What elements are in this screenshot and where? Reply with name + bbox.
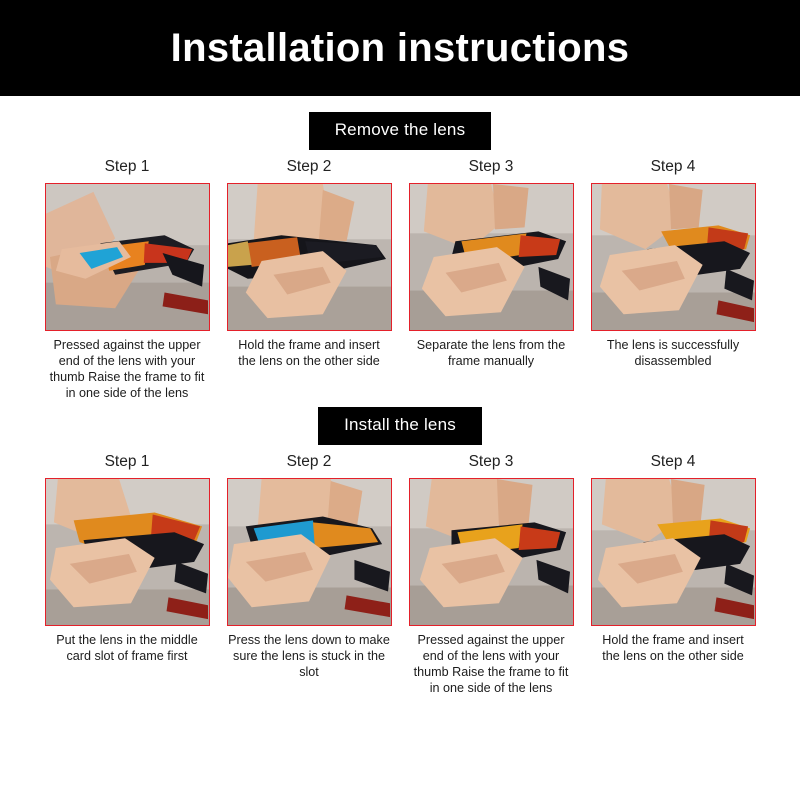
section-remove-label: Remove the lens	[309, 112, 492, 150]
section-remove-label-row	[0, 112, 800, 150]
remove-step-1-photo	[45, 183, 210, 331]
section-install-label-row	[0, 407, 800, 445]
install-step-1-photo	[45, 478, 210, 626]
remove-step-4-photo	[591, 183, 756, 331]
install-step-2-caption: Press the lens down to make sure the lens is stuck in the slot	[228, 632, 390, 680]
install-step-4	[587, 453, 759, 696]
section-remove-steps	[0, 158, 800, 401]
remove-step-1-caption: Pressed against the upper end of the lens with your thumb Raise the frame to fit in one side of the lens	[49, 337, 205, 401]
install-step-1-title: Step 1	[104, 452, 150, 470]
install-step-4-title: Step 4	[650, 452, 696, 470]
remove-step-4-title: Step 4	[650, 157, 696, 175]
remove-step-4	[587, 158, 759, 401]
header-spacer	[0, 96, 800, 112]
remove-step-1-title: Step 1	[104, 157, 150, 175]
page-header	[0, 0, 800, 96]
remove-step-2-illustration	[228, 184, 391, 330]
remove-step-2-photo	[227, 183, 392, 331]
install-step-2	[223, 453, 395, 696]
install-step-3-illustration	[410, 479, 573, 625]
remove-step-2-caption: Hold the frame and insert the lens on the other side	[238, 337, 380, 368]
install-step-1-caption: Put the lens in the middle card slot of frame first	[56, 632, 198, 663]
install-step-4-illustration	[592, 479, 755, 625]
remove-step-1	[41, 158, 213, 401]
remove-step-1-illustration	[46, 184, 209, 330]
section-install-label: Install the lens	[318, 407, 482, 445]
install-step-4-caption: Hold the frame and insert the lens on the other side	[602, 632, 744, 663]
install-step-2-illustration	[228, 479, 391, 625]
install-step-4-photo	[591, 478, 756, 626]
remove-step-3	[405, 158, 577, 401]
remove-step-3-photo	[409, 183, 574, 331]
remove-step-2-title: Step 2	[286, 157, 332, 175]
install-step-2-photo	[227, 478, 392, 626]
install-step-1	[41, 453, 213, 696]
remove-step-2	[223, 158, 395, 401]
install-step-3	[405, 453, 577, 696]
remove-step-4-illustration	[592, 184, 755, 330]
install-step-2-title: Step 2	[286, 452, 332, 470]
install-step-1-illustration	[46, 479, 209, 625]
install-step-3-photo	[409, 478, 574, 626]
remove-step-3-illustration	[410, 184, 573, 330]
remove-step-3-caption: Separate the lens from the frame manually	[416, 337, 566, 368]
install-step-3-title: Step 3	[468, 452, 514, 470]
section-install-steps	[0, 453, 800, 696]
page-title: Installation instructions	[170, 25, 630, 70]
install-step-3-caption: Pressed against the upper end of the lens with your thumb Raise the frame to fit in one side of the lens	[413, 632, 569, 696]
remove-step-4-caption: The lens is successfully disassembled	[606, 337, 740, 368]
remove-step-3-title: Step 3	[468, 157, 514, 175]
